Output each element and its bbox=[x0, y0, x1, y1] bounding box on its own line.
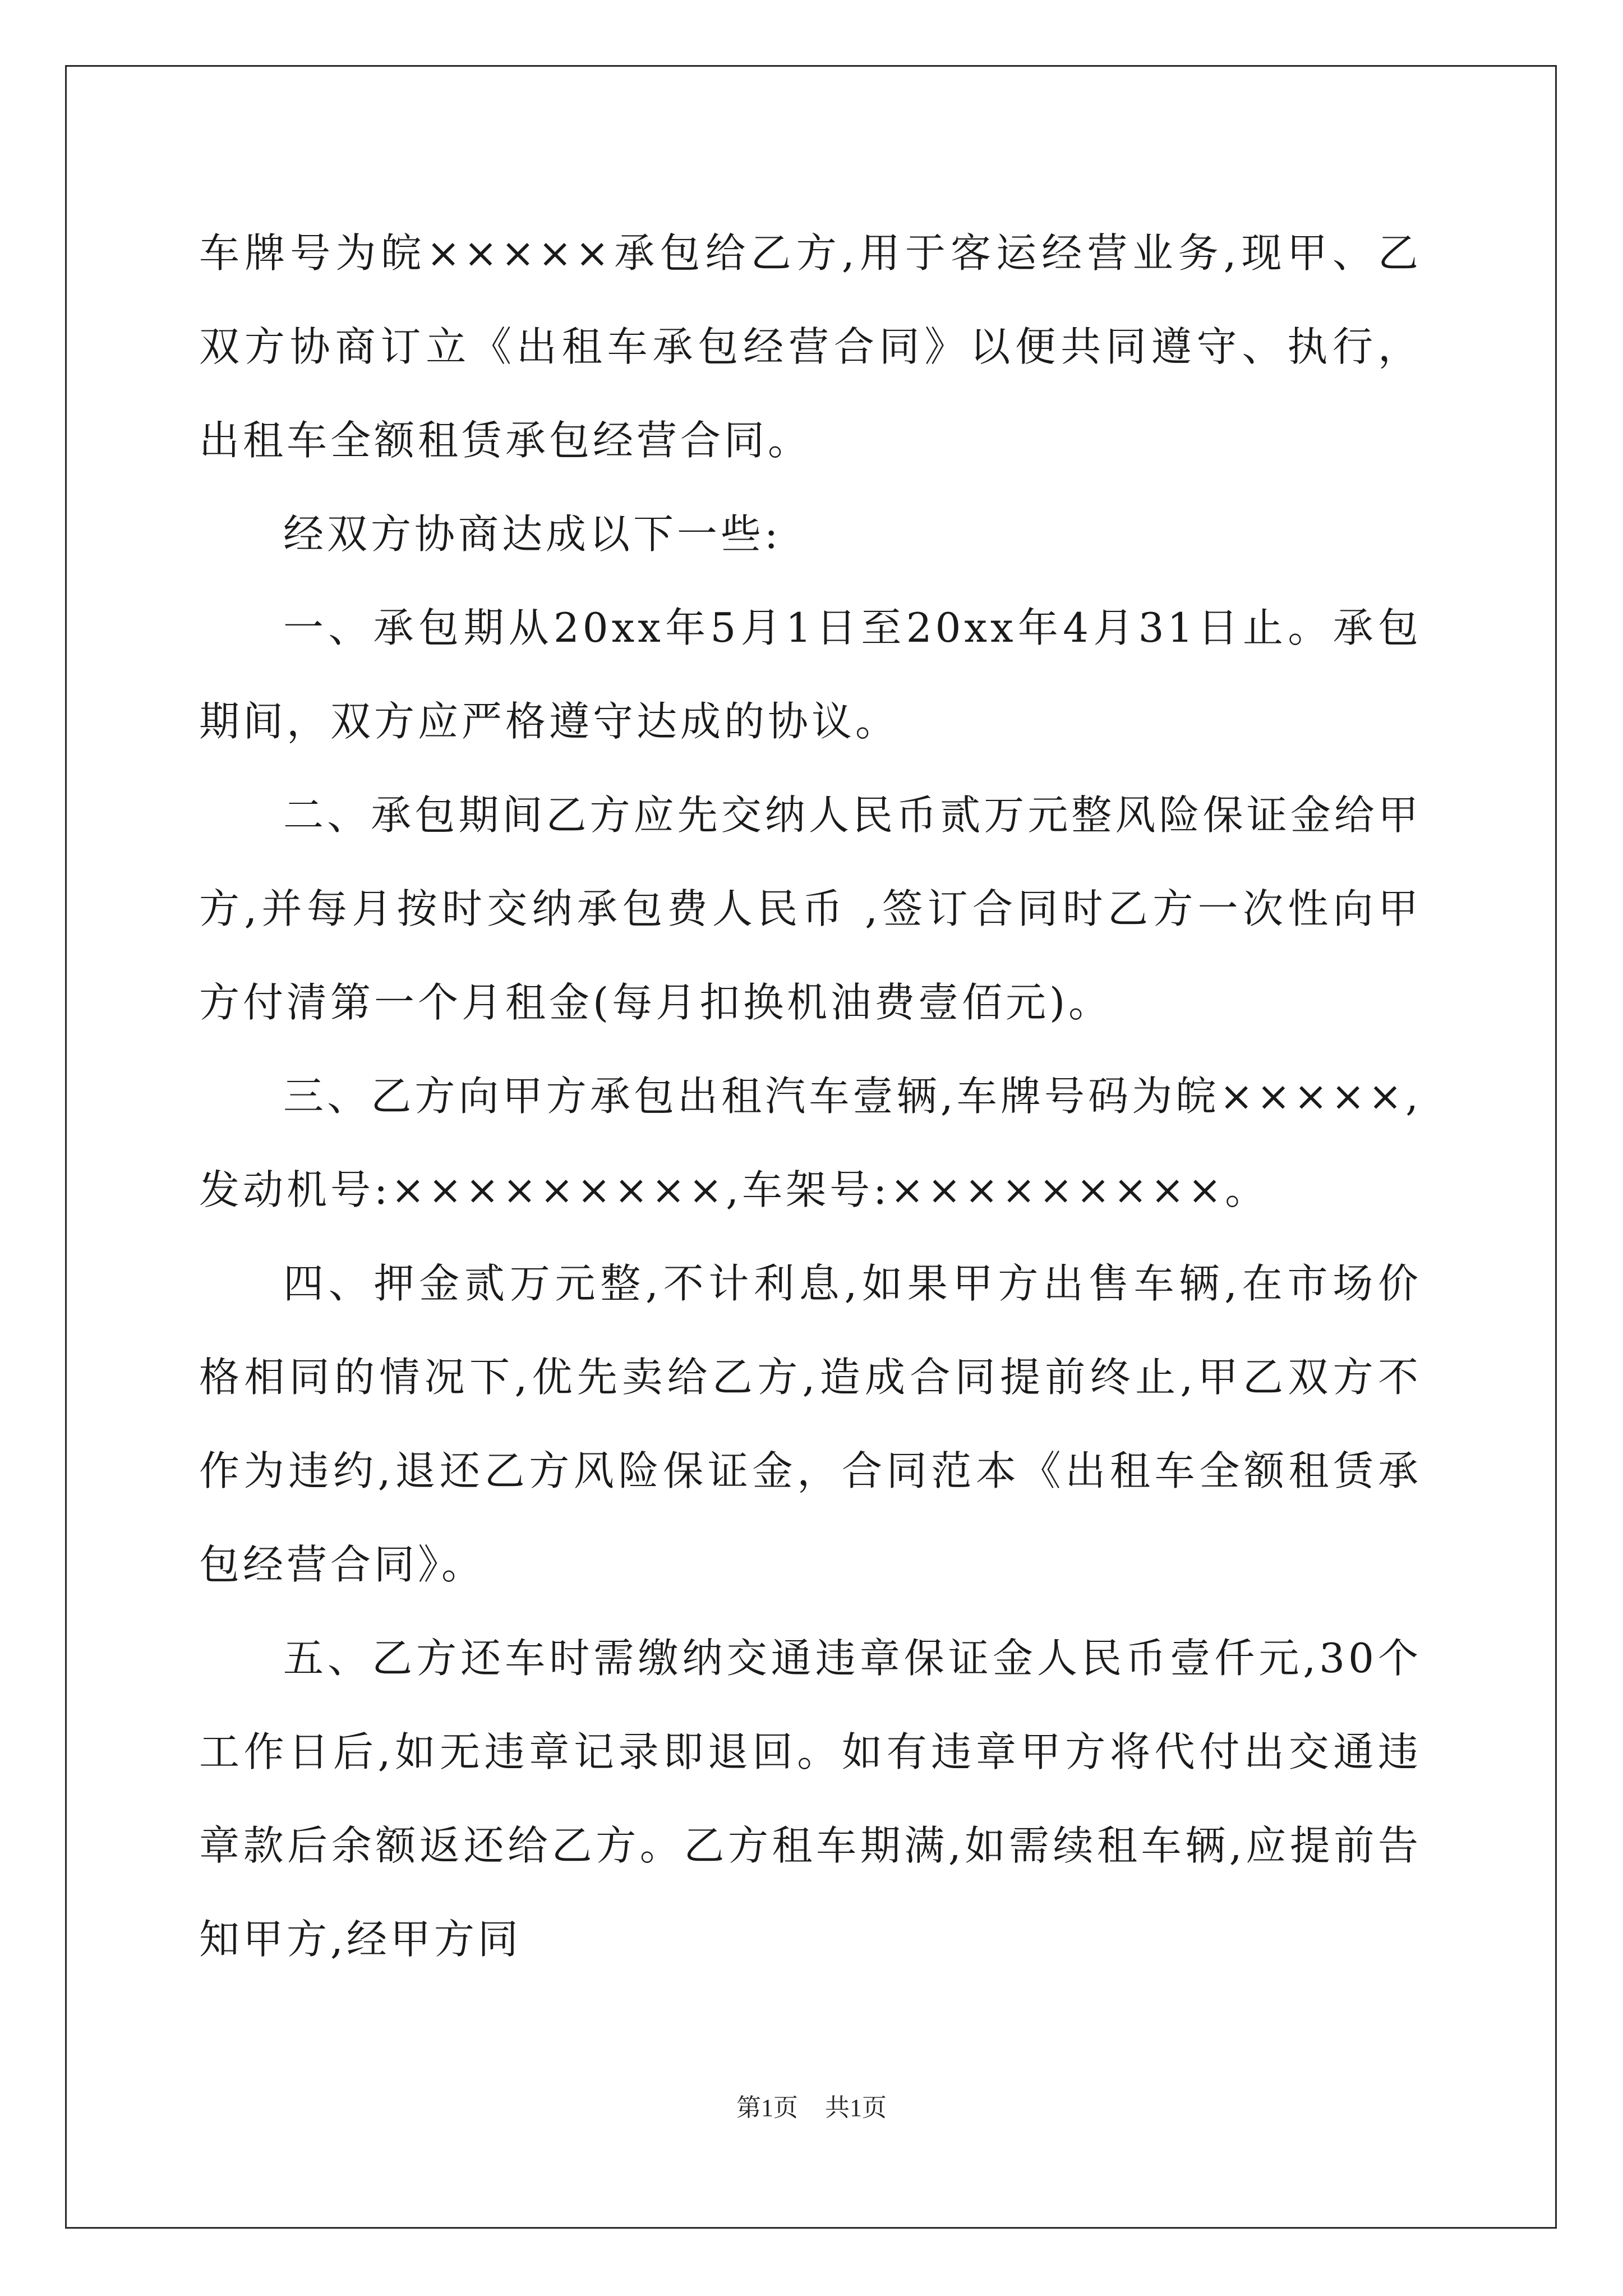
paragraph-5: 三、乙方向甲方承包出租汽车壹辆,车牌号码为皖×××××,发动机号:×××××××××,车架号:×××××××××。 bbox=[199, 1073, 1422, 1213]
paragraph-1: 车牌号为皖×××××承包给乙方,用于客运经营业务,现甲、乙双方协商订立《出租车承包经营合同》以便共同遵守、执行，出租车全额租赁承包经营合同。 bbox=[199, 229, 1422, 464]
paragraph-6: 四、押金贰万元整,不计利息,如果甲方出售车辆,在市场价格相同的情况下,优先卖给乙方,造成合同提前终止,甲乙双方不作为违约,退还乙方风险保证金，合同范本《出租车全额租赁承包经营合同》。 bbox=[199, 1260, 1422, 1588]
paragraph-3: 一、承包期从20xx年5月1日至20xx年4月31日止。承包期间，双方应严格遵守达成的协议。 bbox=[199, 604, 1422, 745]
document-body bbox=[199, 206, 1422, 1986]
page-total: 共1页 bbox=[825, 2094, 887, 2122]
page-number: 第1页 bbox=[736, 2094, 798, 2122]
paragraph-2: 经双方协商达成以下一些: bbox=[283, 510, 782, 558]
paragraph-7: 五、乙方还车时需缴纳交通违章保证金人民币壹仟元,30个工作日后,如无违章记录即退回。如有违章甲方将代付出交通违章款后余额返还给乙方。乙方租车期满,如需续租车辆,应提前告知甲方,经甲方同 bbox=[199, 1635, 1422, 1963]
paragraph-4: 二、承包期间乙方应先交纳人民币贰万元整风险保证金给甲方,并每月按时交纳承包费人民币 ,签订合同时乙方一次性向甲方付清第一个月租金(每月扣换机油费壹佰元)。 bbox=[199, 792, 1422, 1026]
page-footer bbox=[0, 2091, 1623, 2125]
